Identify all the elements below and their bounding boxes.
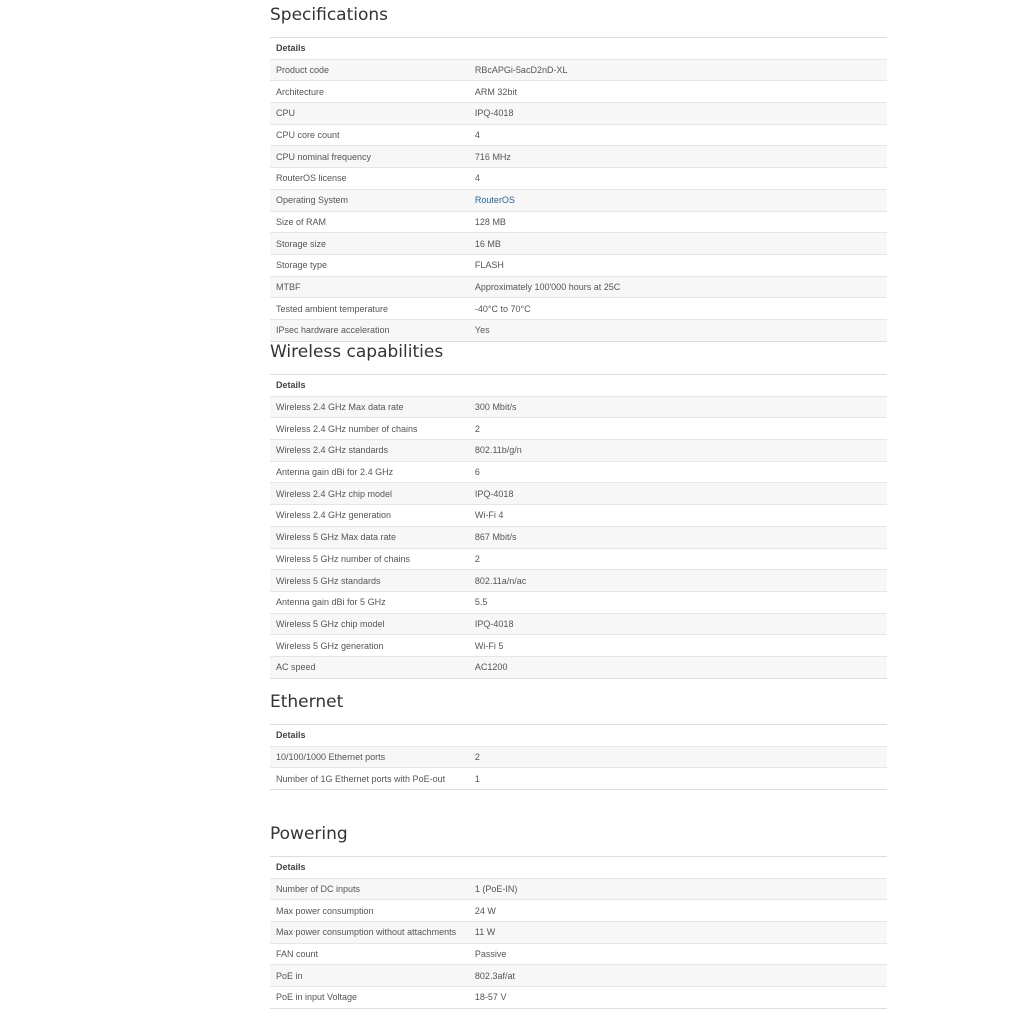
- spec-value: RBcAPGi-5acD2nD-XL: [469, 59, 887, 81]
- table-row: [270, 987, 887, 1009]
- spec-value: Yes: [469, 319, 887, 341]
- spec-value: 4: [469, 124, 887, 146]
- table-row: [270, 254, 887, 276]
- spec-label: Product code: [270, 59, 469, 81]
- spec-value: Wi-Fi 4: [469, 505, 887, 527]
- spec-value: 2: [469, 548, 887, 570]
- spec-label: Wireless 2.4 GHz standards: [270, 440, 469, 462]
- spec-value: 867 Mbit/s: [469, 526, 887, 548]
- spec-value: Wi-Fi 5: [469, 635, 887, 657]
- spec-label: MTBF: [270, 276, 469, 298]
- section-title: Powering: [270, 824, 348, 844]
- spec-label: Max power consumption: [270, 900, 469, 922]
- table-row: [270, 189, 887, 211]
- spec-value: IPQ-4018: [469, 103, 887, 125]
- table-row: [270, 418, 887, 440]
- table-row: [270, 570, 887, 592]
- spec-label: Wireless 2.4 GHz generation: [270, 505, 469, 527]
- spec-value: 4: [469, 168, 887, 190]
- table-row: [270, 146, 887, 168]
- spec-table: [270, 856, 887, 1009]
- table-row: [270, 233, 887, 255]
- table-row: [270, 124, 887, 146]
- spec-value: 11 W: [469, 922, 887, 944]
- table-row: [270, 943, 887, 965]
- spec-label: Antenna gain dBi for 2.4 GHz: [270, 461, 469, 483]
- spec-value: 2: [469, 418, 887, 440]
- spec-label: CPU core count: [270, 124, 469, 146]
- table-row: [270, 298, 887, 320]
- spec-label: Antenna gain dBi for 5 GHz: [270, 591, 469, 613]
- spec-value: ARM 32bit: [469, 81, 887, 103]
- spec-value: Approximately 100'000 hours at 25C: [469, 276, 887, 298]
- table-row: [270, 319, 887, 341]
- spec-label: 10/100/1000 Ethernet ports: [270, 746, 469, 768]
- spec-value: 1: [469, 768, 887, 790]
- table-row: [270, 900, 887, 922]
- table-row: [270, 81, 887, 103]
- spec-table: [270, 724, 887, 790]
- spec-label: FAN count: [270, 943, 469, 965]
- spec-label: IPsec hardware acceleration: [270, 319, 469, 341]
- table-row: [270, 965, 887, 987]
- spec-value: 18-57 V: [469, 987, 887, 1009]
- table-row: [270, 548, 887, 570]
- table-row: [270, 768, 887, 790]
- spec-label: PoE in: [270, 965, 469, 987]
- spec-value: 300 Mbit/s: [469, 396, 887, 418]
- section-title: Wireless capabilities: [270, 342, 444, 362]
- spec-label: Wireless 5 GHz standards: [270, 570, 469, 592]
- table-row: [270, 276, 887, 298]
- spec-label: AC speed: [270, 656, 469, 678]
- spec-value: 1 (PoE-IN): [469, 878, 887, 900]
- table-row: [270, 440, 887, 462]
- spec-label: CPU: [270, 103, 469, 125]
- spec-value: FLASH: [469, 254, 887, 276]
- table-header-details: Details: [270, 725, 887, 747]
- table-row: [270, 168, 887, 190]
- spec-value: 716 MHz: [469, 146, 887, 168]
- spec-label: Tested ambient temperature: [270, 298, 469, 320]
- spec-value: 802.11b/g/n: [469, 440, 887, 462]
- spec-label: Wireless 5 GHz number of chains: [270, 548, 469, 570]
- spec-label: Architecture: [270, 81, 469, 103]
- spec-value: IPQ-4018: [469, 613, 887, 635]
- table-row: [270, 591, 887, 613]
- spec-value-link[interactable]: RouterOS: [474, 195, 515, 206]
- spec-label: Size of RAM: [270, 211, 469, 233]
- table-row: [270, 461, 887, 483]
- spec-label: Wireless 5 GHz chip model: [270, 613, 469, 635]
- spec-label: Max power consumption without attachments: [270, 922, 469, 944]
- spec-value: 802.11a/n/ac: [469, 570, 887, 592]
- spec-label: Wireless 2.4 GHz chip model: [270, 483, 469, 505]
- table-row: [270, 103, 887, 125]
- table-header-details: Details: [270, 38, 887, 60]
- table-row: [270, 505, 887, 527]
- spec-value: Passive: [469, 943, 887, 965]
- spec-label: PoE in input Voltage: [270, 987, 469, 1009]
- spec-value: 16 MB: [469, 233, 887, 255]
- spec-value-cell: [469, 189, 887, 211]
- spec-value: AC1200: [469, 656, 887, 678]
- table-row: [270, 59, 887, 81]
- spec-label: Storage type: [270, 254, 469, 276]
- table-row: [270, 613, 887, 635]
- spec-label: Number of 1G Ethernet ports with PoE-out: [270, 768, 469, 790]
- spec-label: RouterOS license: [270, 168, 469, 190]
- spec-value: 6: [469, 461, 887, 483]
- table-row: [270, 483, 887, 505]
- spec-table: [270, 37, 887, 342]
- spec-label: CPU nominal frequency: [270, 146, 469, 168]
- table-row: [270, 635, 887, 657]
- spec-label: Wireless 5 GHz generation: [270, 635, 469, 657]
- spec-value: 2: [469, 746, 887, 768]
- table-row: [270, 746, 887, 768]
- table-row: [270, 396, 887, 418]
- spec-value: -40°C to 70°C: [469, 298, 887, 320]
- spec-label: Storage size: [270, 233, 469, 255]
- table-row: [270, 526, 887, 548]
- section-title: Ethernet: [270, 692, 344, 712]
- spec-value: 128 MB: [469, 211, 887, 233]
- section-title: Specifications: [270, 5, 389, 25]
- spec-value: 802.3af/at: [469, 965, 887, 987]
- spec-label: Wireless 2.4 GHz Max data rate: [270, 396, 469, 418]
- spec-label: Number of DC inputs: [270, 878, 469, 900]
- spec-label: Wireless 2.4 GHz number of chains: [270, 418, 469, 440]
- spec-value: 5.5: [469, 591, 887, 613]
- table-row: [270, 656, 887, 678]
- table-row: [270, 878, 887, 900]
- table-header-details: Details: [270, 857, 887, 879]
- spec-value: 24 W: [469, 900, 887, 922]
- spec-table: [270, 374, 887, 679]
- table-header-details: Details: [270, 375, 887, 397]
- spec-value: IPQ-4018: [469, 483, 887, 505]
- table-row: [270, 211, 887, 233]
- table-row: [270, 922, 887, 944]
- spec-label: Operating System: [270, 189, 469, 211]
- spec-label: Wireless 5 GHz Max data rate: [270, 526, 469, 548]
